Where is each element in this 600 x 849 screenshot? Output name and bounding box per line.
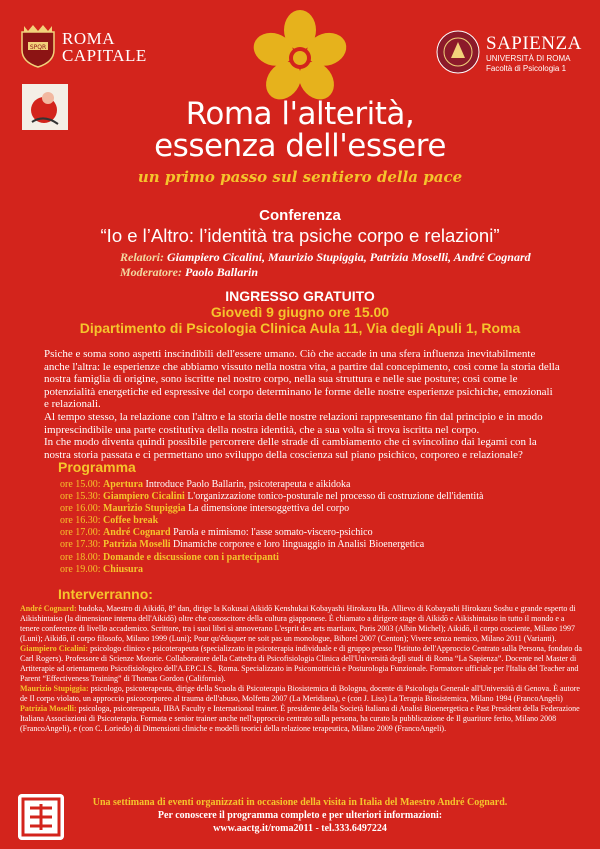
conference-label: Conferenza xyxy=(259,207,341,224)
bio-paragraph: Maurizio Stupiggia: psicologo, psicoterapeuta, dirige della Scuola di Psicoterapia Biosistemica di Bologna, docente di Psicologia Generale all'Università di Genova. È autore de Il corpo violato, un approccio psicocorporeo al trauma dell'abuso, Molfetta 2007 (La Meridiana), e (con J. Liss) La Terapia Biosistemica, Milano 1994 (FrancoAngeli) xyxy=(20,684,580,703)
program-title: Programma xyxy=(58,459,136,475)
program-item: ore 16.30: Coffee break xyxy=(60,515,159,527)
program-item: ore 15.30: Giampiero Cicalini L'organizzazione tonico-posturale nel processo di costruzione dell'identità xyxy=(60,491,484,503)
program-item: ore 16.00: Maurizio Stupiggia La dimensione intersoggettiva del corpo xyxy=(60,503,350,515)
page-title xyxy=(0,98,600,162)
intro-text xyxy=(44,348,560,461)
program-list xyxy=(60,479,580,576)
conference-title: “Io e l’Altro: l’identità tra psiche corpo e relazioni” xyxy=(100,225,500,246)
footer-line1: Una settimana di eventi organizzati in occasione della visita in Italia del Maestro André Cognard. xyxy=(92,797,508,808)
bio-paragraph: André Cognard: budoka, Maestro di Aikidō, 8° dan, dirige la Kokusai Aikidō Kenshukai Kobayashi Hirokazu Ha. Allievo di Kobayashi Hirokazu Soshu e grande esperto di Aikishintaiso (la dimensione interna dell'Aikidō) oltre che conoscitore della cultura giapponese. È chiamato a dirigere stage di Aikidō e Aikishintaiso in tutto il mondo e a tenere conferenze di livello accademico. Scrittore, tra i suoi libri si annoverano L'esprit des arts martiaux, Paris 2003 (Albin Michel); Aikidō, il corpo cosciente, Milano 1997 (Luni); Aikidō, il corpo filosofo, Milano 1999 (Luni); Pour qu'éduquer ne soit pas un monologue, Bihorel 2007 (Centon); Vivere senza nemico, Milano 2011 (Varianti). xyxy=(20,604,576,643)
svg-text:SPQR: SPQR xyxy=(29,44,47,51)
moderator-label: Moderatore: xyxy=(120,265,182,279)
intro-paragraph: In che modo diventa quindi possibile percorrere delle strade di cambiamento che ci svincolino dai legami con la nostra storia passata e ci permettano uno sviluppo della coscienza sul piano psichico, corporeo e relazionale? xyxy=(44,436,537,461)
entry-notice: INGRESSO GRATUITO xyxy=(225,288,375,304)
event-place: Dipartimento di Psicologia Clinica Aula 11, Via degli Apuli 1, Roma xyxy=(79,320,521,336)
roma-capitale-line2: CAPITALE xyxy=(62,46,147,65)
bio-paragraph: Giampiero Cicalini: psicologo clinico e psicoterapeuta (specializzato in psicoterapia individuale e di gruppo presso l'Istituto dell'Approccio Centrato sulla Persona, fondato da Carl Rogers). Professore di Scienze Motorie. Collaboratore della Cattedra di Psicofisiologia Clinica dell'Università degli studi di Roma “La Sapienza”. Docente nel Master di Artiterapie ad orientamento Psicofisiologico dell'A.EP.C.I.S., Roma. Specializzato in Psicomotricità e Posturologia Funzionale. Formatore ufficiale per l'Italia del Teacher and Parent “Effectiveness Training” di Thomas Gordon (California). xyxy=(20,644,582,683)
sapienza-faculty: Facoltà di Psicologia 1 xyxy=(486,64,567,73)
flower-logo-icon xyxy=(246,8,354,108)
speakers-bio-list xyxy=(20,604,584,734)
intro-paragraph: Al tempo stesso, la relazione con l'altro e la storia delle nostre relazioni rappresentano fin dal principio e in modo imprescindibile una parte costitutiva della nostra identità, che a sua volta si trova iscritta nel corpo. xyxy=(44,410,543,436)
program-item: ore 18.00: Domande e discussione con i partecipanti xyxy=(60,551,279,563)
program-item: ore 15.00: Apertura Introduce Paolo Ballarin, psicoterapeuta e aikidoka xyxy=(60,479,351,490)
intro-paragraph: Psiche e soma sono aspetti inscindibili dell'essere umano. Ciò che accade in una sfera influenza inevitabilmente anche l'altra: le esperienze che abbiamo vissuto nella nostra vita, a partire dal concepimento, così come la storia della nostra famiglia di origine, sono iscritte nel nostro corpo, nella sua struttura e nelle sue posture; così come le potenzialità energetiche ed espressive del corpo determinano le forme delle nostre esperienze psichiche, emozionali e relazionali. xyxy=(44,348,560,411)
program-item: ore 17.00: André Cognard Parola e mimismo: l'asse somato-viscero-psichico xyxy=(60,527,373,539)
footer-line2: Per conoscere il programma completo e per ulteriori informazioni: xyxy=(157,810,443,821)
speakers-block xyxy=(120,250,590,280)
roma-capitale-crest-icon xyxy=(18,22,58,68)
sapienza-university: UNIVERSITÀ DI ROMA xyxy=(486,54,571,63)
event-date: Giovedì 9 giugno ore 15.00 xyxy=(210,304,390,320)
footer-contact: www.aactg.it/roma2011 - tel.333.6497224 xyxy=(213,823,387,834)
speakers-bio-title: Interverranno: xyxy=(58,586,153,602)
program-item: ore 17.30: Patrizia Moselli Dinamiche corporee e loro linguaggio in Analisi Bioenergetica xyxy=(60,539,425,551)
sapienza-title: SAPIENZA xyxy=(486,33,582,54)
speakers-names: Giampiero Cicalini, Maurizio Stupiggia, Patrizia Moselli, André Cognard xyxy=(167,250,531,264)
speakers-label: Relatori: xyxy=(120,250,164,264)
sapienza-seal-icon xyxy=(436,30,480,74)
program-item: ore 19.00: Chiusura xyxy=(60,563,144,575)
footer xyxy=(0,796,600,835)
sapienza-wordmark xyxy=(486,34,582,74)
title-line1: Roma l'alterità, xyxy=(185,96,415,132)
title-line2: essenza dell'essere xyxy=(154,128,446,164)
moderator-name: Paolo Ballarin xyxy=(185,265,259,279)
roma-capitale-line1: ROMA xyxy=(62,29,116,48)
bio-paragraph: Patrizia Moselli: psicologa, psicoterapeuta, IIBA Faculty e International trainer. È presidente della Società Italiana di Analisi Bioenergetica e Past President della Federazione Italiana Associazioni di Psicoterapia. Formata e senior trainer anche nell'approccio centrato sulla persona, ha curato la pubblicazione de Il guaritore ferito, Milano 2008 (FrancoAngeli), e (con C. Loriedo) di Dimensioni cliniche e modelli teorici della relazione terapeutica, Milano 2009 (FrancoAngeli). xyxy=(20,704,580,733)
tagline: un primo passo sul sentiero della pace xyxy=(137,168,463,186)
roma-capitale-wordmark xyxy=(62,30,147,64)
